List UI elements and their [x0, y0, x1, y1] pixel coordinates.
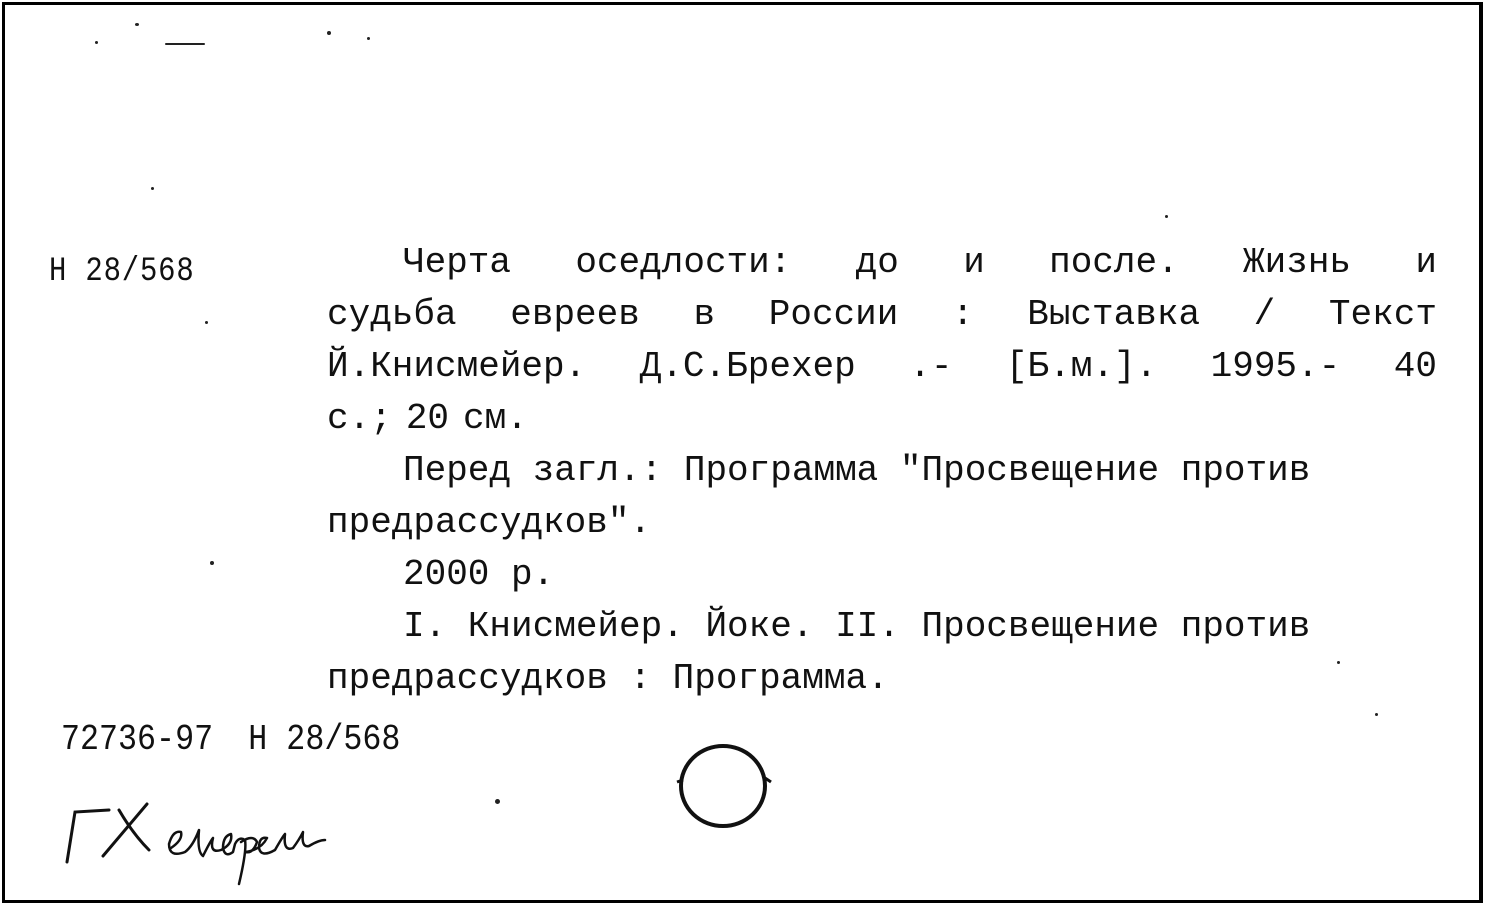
- entry-word: до: [855, 242, 899, 283]
- entry-word: Черта: [403, 242, 512, 283]
- speck: [95, 41, 98, 44]
- entry-line-2: [327, 289, 1437, 341]
- entry-word: и: [963, 242, 985, 283]
- entry-word: Д.С.Брехер: [639, 346, 856, 387]
- entry-word: евреев: [510, 294, 640, 335]
- speck: [135, 23, 139, 26]
- entry-word: судьба: [327, 294, 457, 335]
- entry-word: .-: [909, 346, 953, 387]
- entry-word: России: [768, 294, 899, 335]
- entry-word: после.: [1049, 242, 1179, 283]
- catalog-card: [2, 2, 1483, 903]
- inventory-line: [61, 719, 436, 760]
- entry-word: Й.Книсмейер.: [327, 346, 587, 387]
- price: 2000 р.: [403, 554, 555, 595]
- entry-word: [Б.м.].: [1005, 346, 1158, 387]
- entry-word: в: [693, 294, 716, 335]
- entry-word: оседлости:: [575, 242, 792, 283]
- speck: [495, 799, 500, 804]
- entry-word: 20: [405, 398, 450, 439]
- entry-word: см.: [463, 398, 528, 439]
- inventory-number: 72736-97: [61, 719, 214, 760]
- entry-word: Текст: [1328, 294, 1437, 335]
- entry-word: :: [951, 294, 974, 335]
- entry-word: и: [1415, 242, 1437, 283]
- speck: [151, 187, 154, 190]
- note-line-1: Перед загл.: Программа "Просвещение против: [403, 450, 1311, 491]
- note-line-2: предрассудков".: [327, 502, 652, 543]
- speck: [210, 561, 214, 565]
- tracing-line-1: I. Книсмейер. Йоке. II. Просвещение против: [403, 606, 1311, 647]
- inventory-call-number: Н 28/568: [248, 719, 401, 760]
- call-number: Н 28/568: [49, 253, 195, 291]
- speck: [367, 37, 370, 40]
- entry-line-3: [327, 341, 1437, 393]
- entry-word: 40: [1393, 346, 1437, 387]
- circle-stamp-icon: [673, 740, 773, 832]
- entry-word: с.;: [327, 398, 392, 439]
- speck: [205, 321, 208, 324]
- handwritten-note: [63, 800, 363, 890]
- speck: [327, 31, 331, 35]
- entry-word: Выставка: [1027, 294, 1201, 335]
- entry-word: Жизнь: [1243, 242, 1352, 283]
- entry-line-1: [327, 237, 1437, 289]
- tracing-line-2: предрассудков : Программа.: [327, 658, 889, 699]
- speck: [1165, 215, 1168, 218]
- entry-line-4: [327, 393, 1437, 445]
- entry-word: /: [1253, 294, 1276, 335]
- speck: [165, 43, 205, 45]
- entry-word: 1995.-: [1210, 346, 1341, 387]
- speck: [1375, 713, 1378, 716]
- bibliographic-entry: [327, 237, 1437, 705]
